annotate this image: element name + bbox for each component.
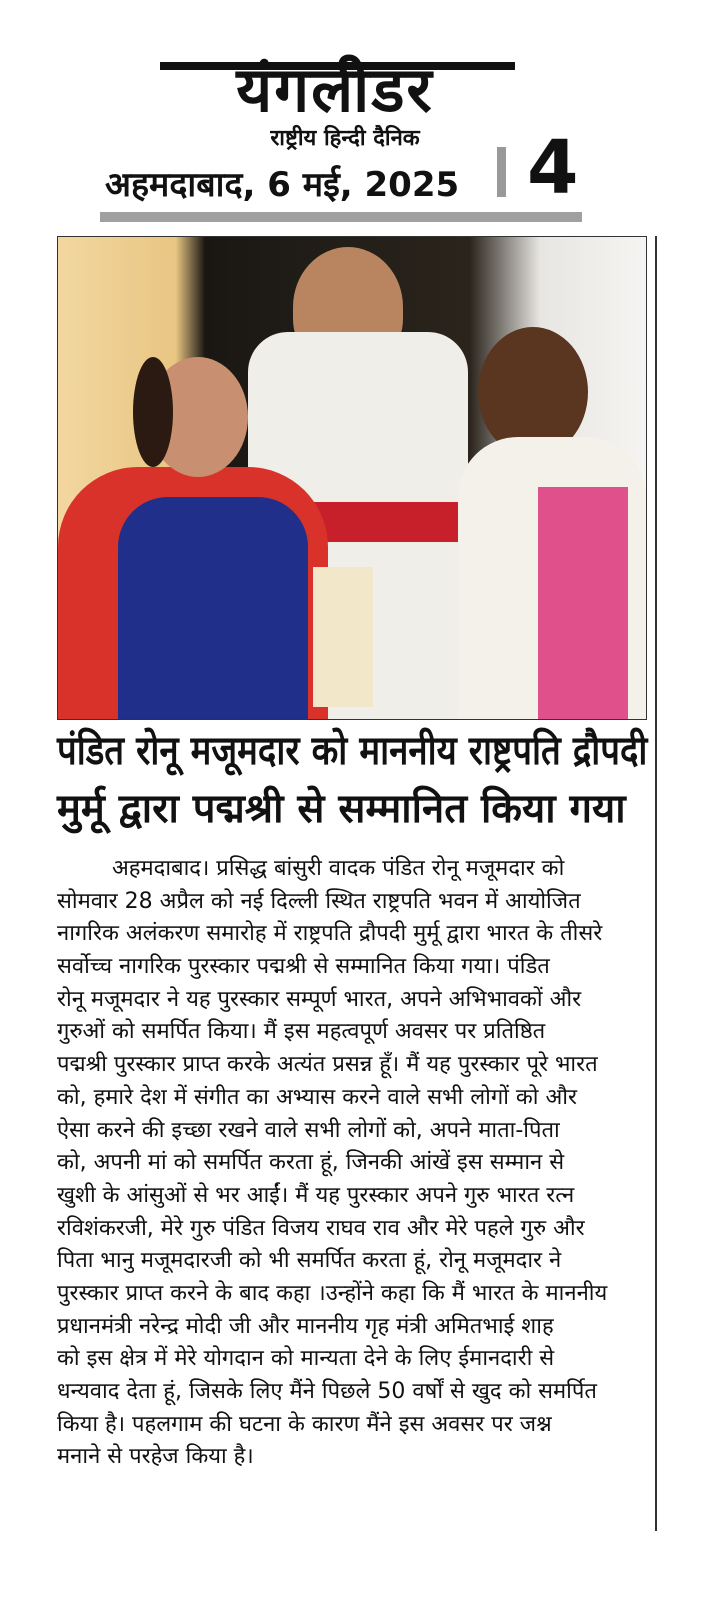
article-line: ऐसा करने की इच्छा रखने वाले सभी लोगों को, अपने माता-पिता: [57, 1117, 560, 1143]
article-line: को इस क्षेत्र में मेरे योगदान को मान्यता देने के लिए ईमानदारी से: [57, 1346, 555, 1372]
page-number-divider: [497, 147, 506, 197]
column-rule: [655, 236, 657, 1531]
article-line: नागरिक अलंकरण समारोह में राष्ट्रपति द्रौपदी मुर्मू द्वारा भारत के तीसरे: [57, 921, 603, 947]
article-body: [57, 853, 647, 1474]
headline-line: मुर्मू द्वारा पद्मश्री से सम्मानित किया गया: [57, 786, 626, 832]
dateline: अहमदाबाद, 6 मई, 2025: [105, 165, 460, 205]
article-line: अहमदाबाद। प्रसिद्ध बांसुरी वादक पंडित रोनू मजूमदार को: [112, 856, 565, 881]
article-photo: [57, 236, 647, 720]
header-rule: [100, 212, 582, 222]
newspaper-masthead: यंगलीडर: [236, 53, 434, 126]
article-line: किया है। पहलगाम की घटना के कारण मैंने इस अवसर पर जश्न: [57, 1411, 552, 1437]
article-line: मनाने से परहेज किया है।: [57, 1444, 254, 1470]
article-line: सर्वोच्च नागरिक पुरस्कार पद्मश्री से सम्मानित किया गया। पंडित: [57, 954, 550, 980]
article-line: को, अपनी मां को समर्पित करता हूं, जिनकी आंखें इस सम्मान से: [57, 1150, 565, 1176]
article-line: को, हमारे देश में संगीत का अभ्यास करने वाले सभी लोगों को और: [57, 1084, 578, 1110]
article-line: पिता भानु मजूमदारजी को भी समर्पित करता हूं, रोनू मजूमदार ने: [57, 1248, 562, 1274]
article-line: गुरुओं को समर्पित किया। मैं इस महत्वपूर्ण अवसर पर प्रतिष्ठित: [57, 1019, 546, 1045]
article-line: रोनू मजूमदार ने यह पुरस्कार सम्पूर्ण भारत, अपने अभिभावकों और: [57, 986, 582, 1012]
article-line: सोमवार 28 अप्रैल को नई दिल्ली स्थित राष्ट्रपति भवन में आयोजित: [57, 888, 581, 914]
article-line: पद्मश्री पुरस्कार प्राप्त करके अत्यंत प्रसन्न हूँ। मैं यह पुरस्कार पूरे भारत: [57, 1052, 598, 1078]
article-line: धन्यवाद देता हूं, जिसके लिए मैंने पिछले 50 वर्षों से खुद को समर्पित: [57, 1379, 597, 1404]
article-line: रविशंकरजी, मेरे गुरु पंडित विजय राघव राव और मेरे पहले गुरु और: [57, 1215, 585, 1241]
masthead-tagline: राष्ट्रीय हिन्दी दैनिक: [270, 126, 420, 151]
headline-line: पंडित रोनू मजूमदार को माननीय राष्ट्रपति द्रौपदी: [57, 728, 648, 774]
article-line: पुरस्कार प्राप्त करने के बाद कहा ।उन्होंने कहा कि मैं भारत के माननीय: [57, 1280, 608, 1306]
page-number: 4: [527, 125, 579, 211]
article-line: प्रधानमंत्री नरेन्द्र मोदी जी और माननीय गृह मंत्री अमितभाई शाह: [57, 1313, 554, 1339]
article-line: खुशी के आंसुओं से भर आईं। मैं यह पुरस्कार अपने गुरु भारत रत्न: [57, 1182, 575, 1208]
